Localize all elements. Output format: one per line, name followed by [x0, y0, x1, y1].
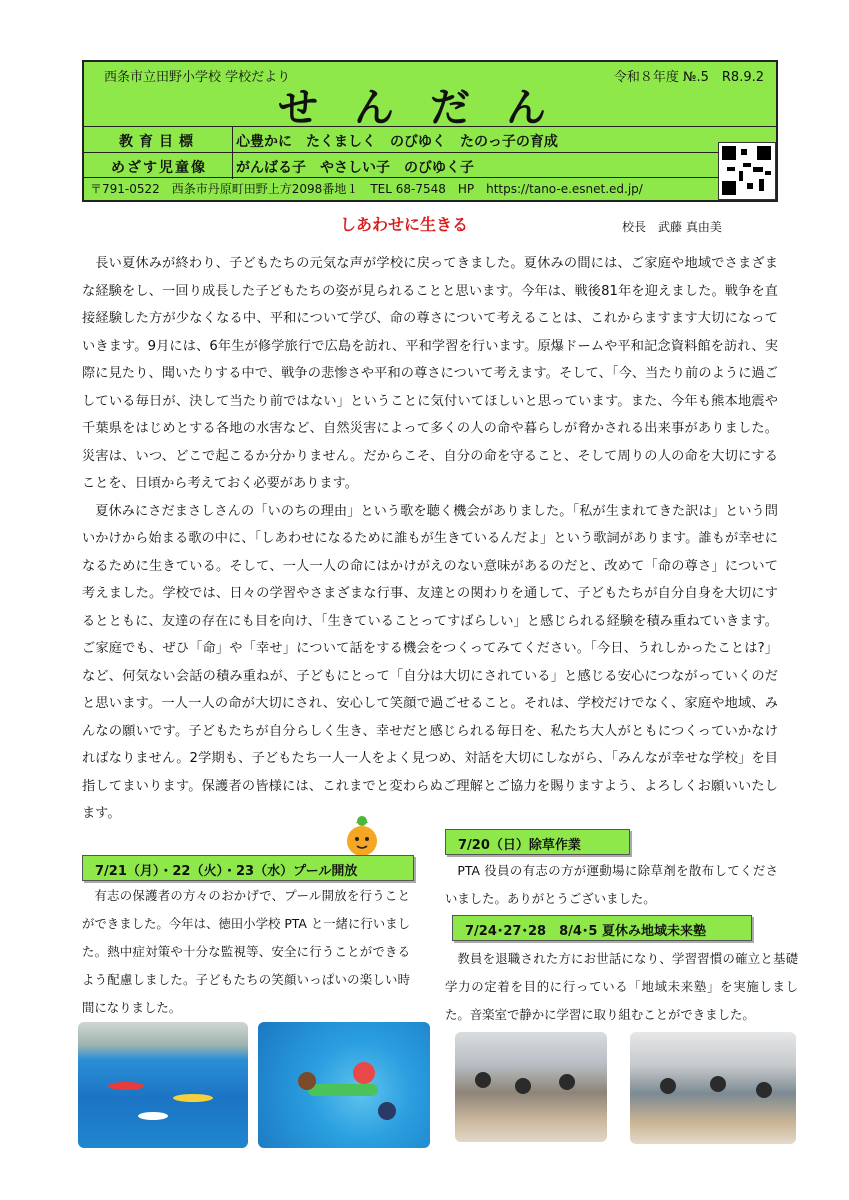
paragraph: 夏休みにさだまさしさんの「いのちの理由」という歌を聴く機会がありました。「私が生まれてきた訳は」という問いかけから始まる歌の中に、「しあわせになるために誰もが生きているんだよ」という歌詞があります。誰もが幸せになるために生きている。そして、一人一人の命にはかけがえのない意味があるのだと、改めて「命の尊さ」について考えました。学校では、日々の学習やさまざまな行事、友達との関わりを通して、子どもたちが自分自身を大切にするとともに、友達の存在にも目を向け、「生きていることってすばらしい」と感じられる経験を積み重ねていきます。ご家庭でも、ぜひ「命」や「幸せ」について話をする機会をつくってみてください。「今日、うれしかったことは?」など、何気ない会話の積み重ねが、子どもにとって「自分は大切にされている」と感じる安心につながっていくのだと思います。一人一人の命が大切にされ、安心して笑顔で過ごせること。それは、学校だけでなく、家庭や地域、みんなの願いです。子どもたちが自分らしく生き、幸せだと感じられる毎日を、私たち大人がともにつくっていかなければなりません。2学期も、子どもたち一人一人をよく見つめ、対話を大切にしながら、「みんなが幸せな学校」を目指してまいります。保護者の皆様には、これまでと変わらぬご理解とご協力を賜りますよう、よろしくお願いいたします。 — [82, 503, 778, 821]
issue-info: 令和８年度 №.5 R8.9.2 — [613, 70, 764, 85]
qr-code-icon[interactable] — [718, 142, 776, 200]
newsletter-title: せんだん — [278, 85, 582, 131]
ideal-value: がんばる子 やさしい子 のびゆく子 — [236, 160, 474, 176]
ideal-label: めざす児童像 — [111, 160, 207, 176]
mascot-icon — [340, 815, 384, 859]
juku-text: 教員を退職された方にお世話になり、学習習慣の確立と基礎学力の定着を目的に行っている「地域未来塾」を実施しました。音楽室で静かに学習に取り組むことができました。 — [445, 951, 798, 1022]
weeding-heading: 7/20（日）除草作業 — [445, 829, 630, 855]
school-address: 〒791-0522 西条市丹原町田野上方2098番地１ TEL 68-7548 HP https://tano-e.esnet.ed.jp/ — [90, 182, 643, 196]
juku-heading: 7/24･27･28 8/4･5 夏休み地域未来塾 — [452, 915, 752, 941]
classroom-photo-1 — [455, 1032, 607, 1142]
school-name: 西条市立田野小学校 学校だより — [104, 70, 291, 85]
goal-row — [84, 126, 776, 152]
pool-photo-2 — [258, 1022, 430, 1148]
ideal-row — [84, 152, 776, 178]
classroom-photo-2 — [630, 1032, 796, 1144]
pool-text: 有志の保護者の方々のおかげで、プール開放を行うことができました。今年は、徳田小学校 PTA と一緒に行いました。熱中症対策や十分な監視等、安全に行うことができるよう配慮しました。子どもたちの笑顔いっぱいの楽しい時間になりました。 — [82, 888, 410, 1015]
goal-label: 教育目標 — [119, 134, 199, 150]
author: 校長 武藤 真由美 — [622, 220, 722, 234]
weeding-text: PTA 役員の有志の方が運動場に除草剤を散布してくださいました。ありがとうございました。 — [445, 863, 778, 906]
pool-photo-1 — [78, 1022, 248, 1148]
paragraph: 長い夏休みが終わり、子どもたちの元気な声が学校に戻ってきました。夏休みの間には、ご家庭や地域でさまざまな経験をし、一回り成長した子どもたちの姿が見られることと思います。今年は、戦後81年を迎えました。戦争を直接経験した方が少なくなる中、平和について学び、命の尊さについて考えることは、これからますます大切になっていきます。9月には、6年生が修学旅行で広島を訪れ、平和学習を行います。原爆ドームや平和記念資料館を訪れ、実際に見たり、聞いたりする中で、戦争の悲惨さや平和の尊さについて考えます。そして、「今、当たり前のように過ごしている毎日が、決して当たり前ではない」ということに気付いてほしいと思っています。また、今年も熊本地震や千葉県をはじめとする各地の水害など、自然災害によって多くの人の命や暮らしが脅かされる出来事がありました。災害は、いつ、どこで起こるか分かりません。だからこそ、自分の命を守ること、そして周りの人の命を大切にすることを、日頃から考えておく必要があります。 — [82, 256, 778, 491]
article-body — [82, 250, 778, 828]
newsletter-header — [82, 60, 778, 202]
goal-value: 心豊かに たくましく のびゆく たのっ子の育成 — [236, 134, 558, 150]
article-title: しあわせに生きる — [340, 215, 469, 234]
pool-heading: 7/21（月）・22（火）・23（水）プール開放 — [82, 855, 414, 881]
